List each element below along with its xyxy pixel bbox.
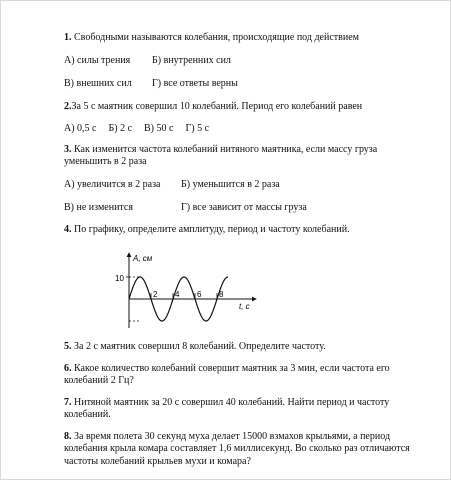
question-6-number: 6. <box>64 362 72 374</box>
question-5-text: За 2 с маятник совершил 8 колебаний. Определите частоту. <box>71 341 326 352</box>
chart-y-tick-label: 10 <box>115 274 124 283</box>
chart-y-label: A, см <box>133 254 153 263</box>
question-2 <box>64 101 426 114</box>
question-1-options-row-1 <box>64 55 426 68</box>
question-1-number: 1. <box>64 32 72 43</box>
question-3-option-b: Б) уменьшится в 2 раза <box>181 178 280 190</box>
chart-x-label: t, c <box>239 302 250 311</box>
question-1-options-row-2 <box>64 78 426 91</box>
question-2-option-a: А) 0,5 с <box>64 123 97 134</box>
question-4 <box>64 224 426 237</box>
question-4-text: По графику, определите амплитуду, период и частоту колебаний. <box>71 223 350 235</box>
question-2-option-b: Б) 2 с <box>108 123 133 134</box>
question-7 <box>64 397 426 422</box>
oscillation-chart <box>104 250 264 330</box>
question-3-number: 3. <box>64 143 72 155</box>
chart-x-tick-label: 4 <box>175 290 180 299</box>
question-3-text: Как изменится частота колебаний нитяного маятника, если массу груза уменьшить в 2 раза <box>64 143 378 167</box>
chart-x-tick-label: 2 <box>153 290 158 299</box>
question-1-option-a: А) силы трения <box>64 54 131 66</box>
question-3-options-row-2 <box>64 202 426 215</box>
question-3 <box>64 144 426 169</box>
question-3-option-d: Г) все зависит от массы груза <box>181 202 307 213</box>
question-2-option-d: Г) 5 с <box>185 123 210 134</box>
question-1-option-c: В) внешних сил <box>64 78 132 89</box>
question-5 <box>64 341 426 354</box>
question-3-option-a: А) увеличится в 2 раза <box>64 178 161 190</box>
question-7-text: Нитяной маятник за 20 с совершил 40 колебаний. Найти период и частоту колебаний. <box>64 396 390 420</box>
question-2-text: За 5 с маятник совершил 10 колебаний. Период его колебаний равен <box>71 100 363 112</box>
oscillation-chart-svg <box>104 250 264 330</box>
question-2-options <box>64 123 426 136</box>
question-3-option-c: В) не изменится <box>64 202 133 213</box>
question-6-text: Какое количество колебаний совершит маятник за 3 мин, если частота его колебаний 2 Гц? <box>64 362 390 386</box>
question-8-number: 8. <box>64 430 72 442</box>
question-3-options-row-1 <box>64 179 426 192</box>
question-1-text: Свободными называются колебания, происходящие под действием <box>74 32 359 43</box>
question-1-option-d: Г) все ответы верны <box>152 78 238 89</box>
question-2-option-c: В) 50 с <box>144 123 174 134</box>
question-6 <box>64 363 426 388</box>
chart-x-tick-label: 8 <box>219 290 224 299</box>
question-5-number: 5. <box>64 341 72 352</box>
question-2-number: 2. <box>64 100 72 112</box>
question-1 <box>64 32 426 45</box>
question-7-number: 7. <box>64 396 72 408</box>
chart-x-tick-label: 6 <box>197 290 202 299</box>
worksheet <box>64 24 426 468</box>
question-4-number: 4. <box>64 223 72 235</box>
question-1-option-b: Б) внутренних сил <box>152 54 231 66</box>
question-8 <box>64 431 426 469</box>
question-8-text: За время полета 30 секунд муха делает 15000 взмахов крыльями, а период колебания крыла комара составляет 1,6 миллисекунд. Во сколько раз отличаются частоты колебаний крыльев мухи и комара? <box>64 430 410 467</box>
